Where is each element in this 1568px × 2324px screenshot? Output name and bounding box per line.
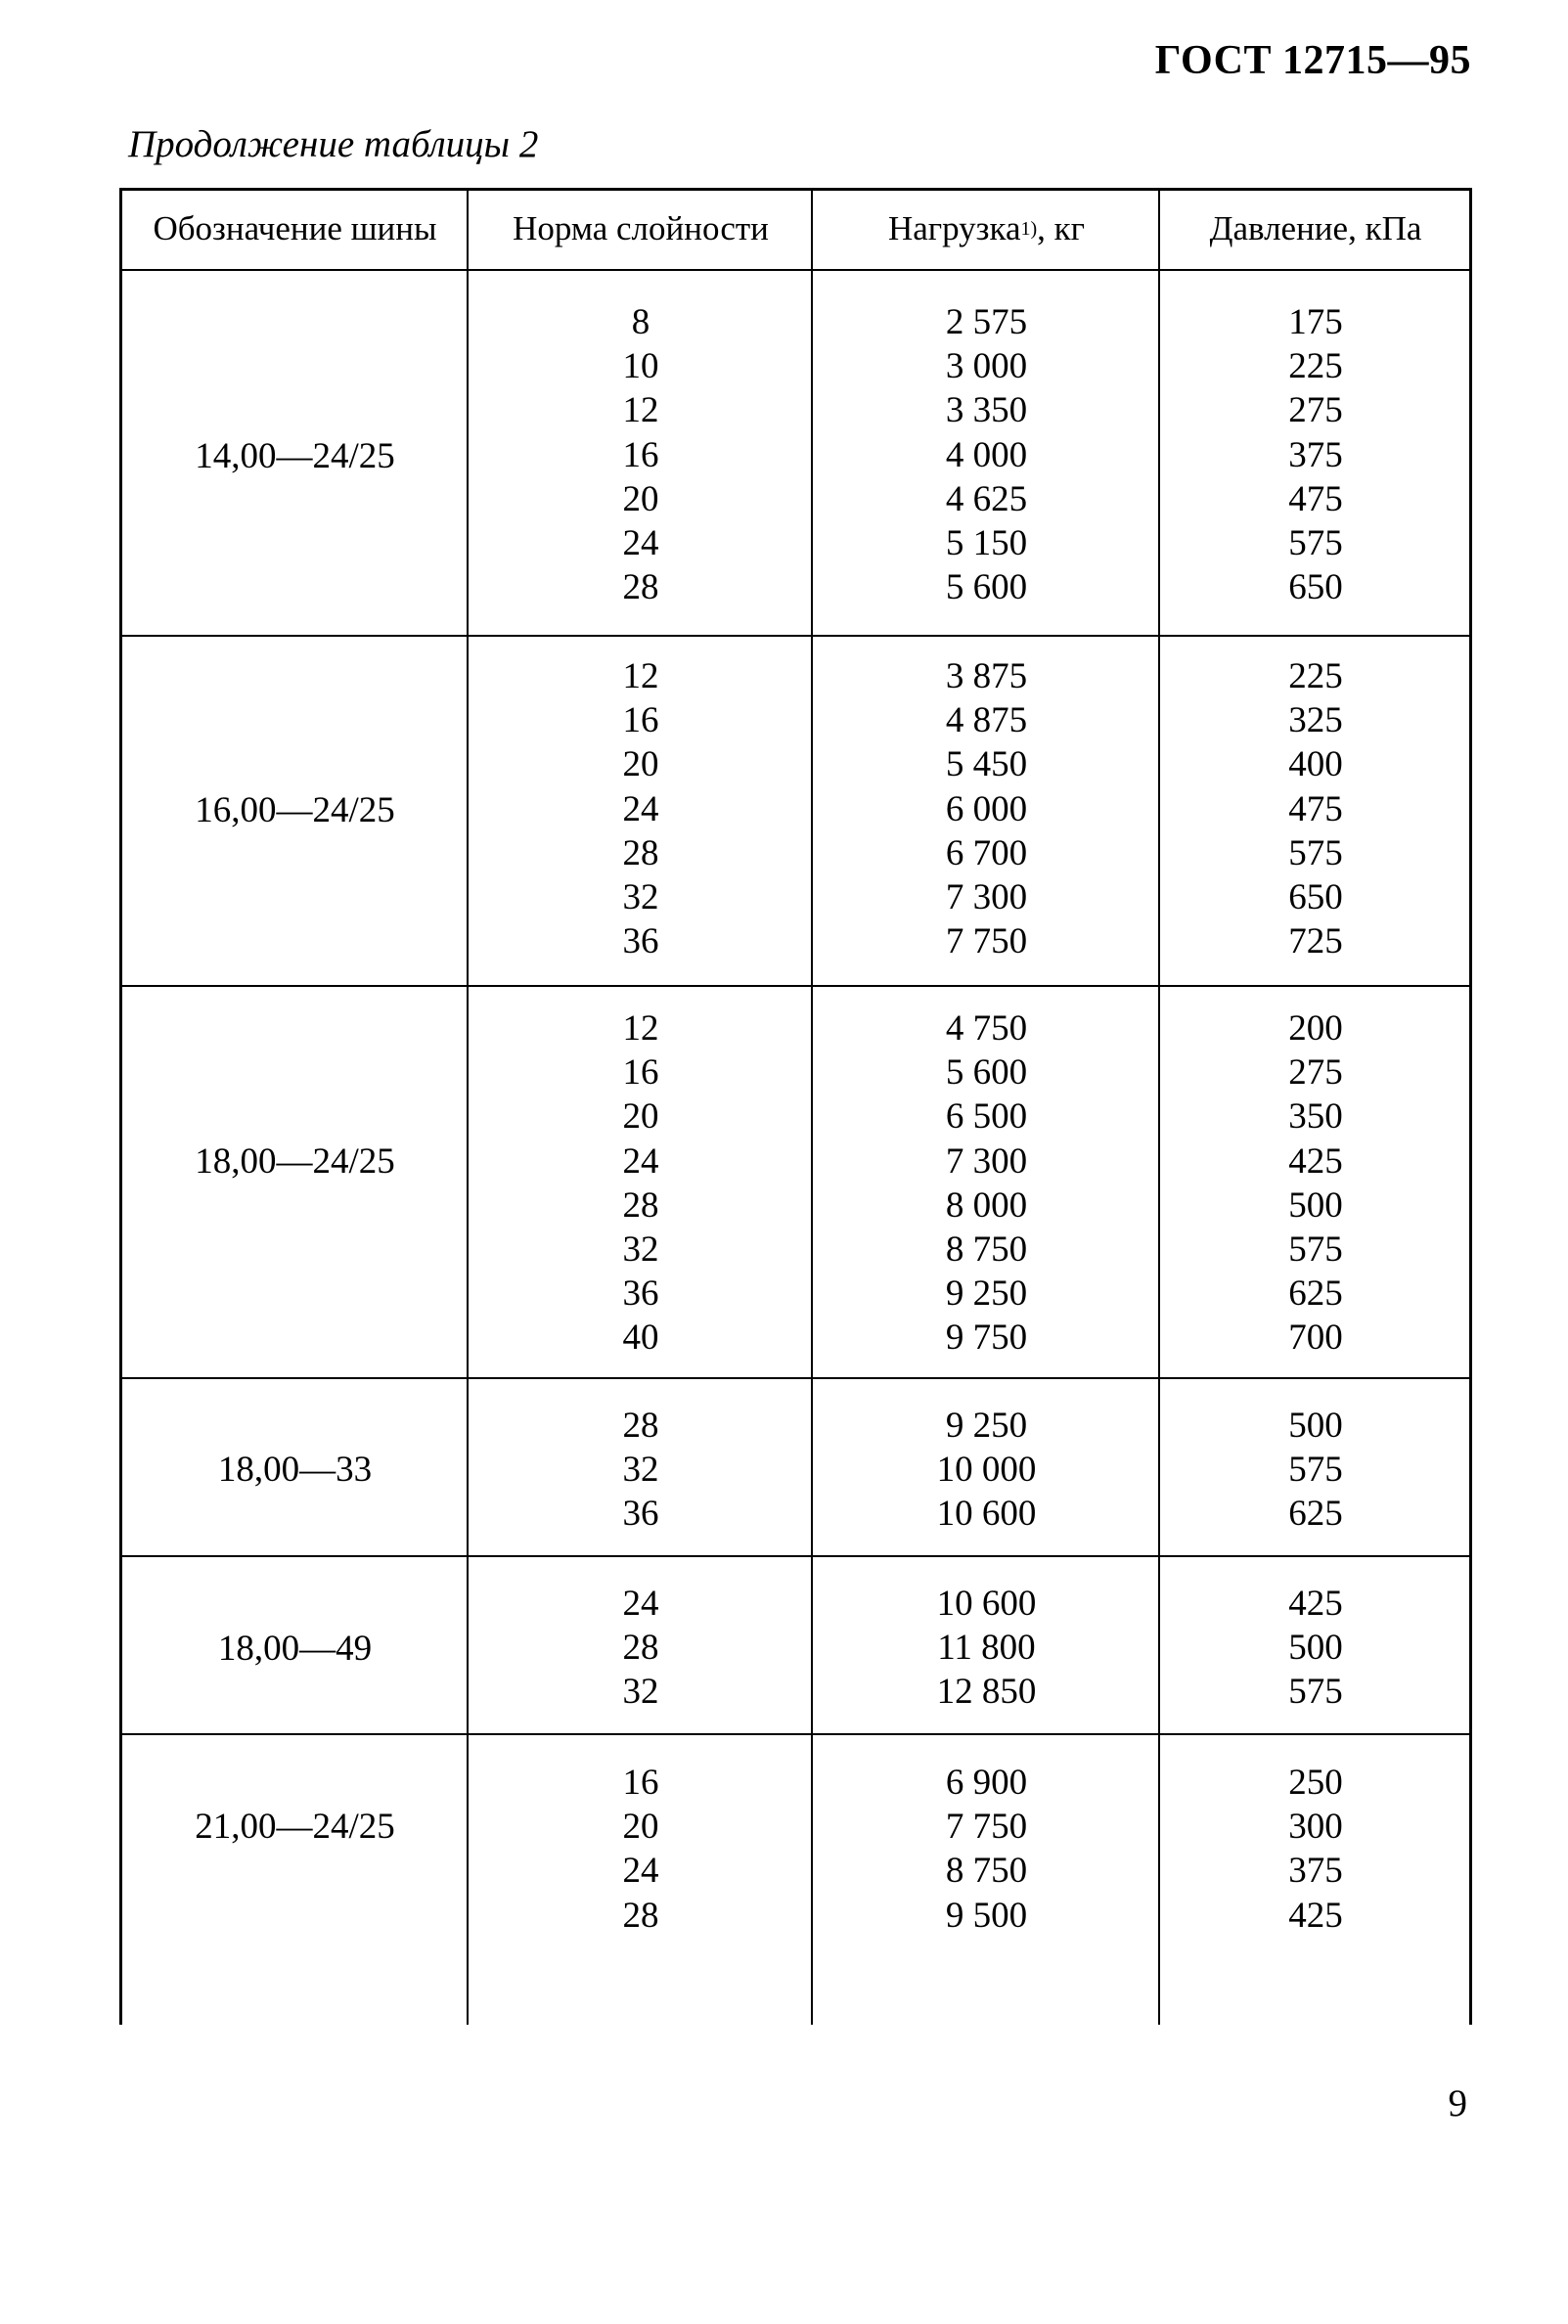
page-number: 9 bbox=[1448, 2082, 1467, 2124]
tire-designation: 18,00—24/25 bbox=[195, 1141, 395, 1182]
group-divider bbox=[119, 985, 1472, 987]
pressure-values: 175 225 275 375 475 575 650 bbox=[1288, 302, 1343, 608]
group-divider bbox=[119, 1555, 1472, 1557]
pressure-values: 500 575 625 bbox=[1288, 1406, 1343, 1535]
load-values: 3 875 4 875 5 450 6 000 6 700 7 300 7 750 bbox=[945, 656, 1028, 962]
group-divider bbox=[119, 635, 1472, 637]
document-code: ГОСТ 12715—95 bbox=[1154, 38, 1471, 83]
table-caption: Продолжение таблицы 2 bbox=[128, 123, 539, 165]
tire-designation: 18,00—49 bbox=[217, 1629, 373, 1669]
pressure-values: 200 275 350 425 500 575 625 700 bbox=[1288, 1008, 1343, 1359]
load-values: 9 250 10 000 10 600 bbox=[936, 1406, 1037, 1535]
ply-rating-values: 8 10 12 16 20 24 28 bbox=[622, 302, 659, 608]
group-divider bbox=[119, 1733, 1472, 1735]
ply-rating-values: 16 20 24 28 bbox=[622, 1763, 659, 1936]
tire-designation: 14,00—24/25 bbox=[195, 436, 395, 476]
column-header-label: Обозначение шины bbox=[153, 209, 437, 247]
ply-rating-values: 12 16 20 24 28 32 36 40 bbox=[622, 1008, 659, 1359]
load-values: 4 750 5 600 6 500 7 300 8 000 8 750 9 250 9 750 bbox=[945, 1008, 1028, 1359]
ply-rating-values: 12 16 20 24 28 32 36 bbox=[622, 656, 659, 962]
ply-rating-values: 24 28 32 bbox=[622, 1584, 659, 1713]
pressure-values: 425 500 575 bbox=[1288, 1584, 1343, 1713]
load-values: 10 600 11 800 12 850 bbox=[936, 1584, 1037, 1713]
column-header-load bbox=[813, 188, 1160, 270]
group-divider bbox=[119, 1377, 1472, 1379]
load-values: 6 900 7 750 8 750 9 500 bbox=[945, 1763, 1028, 1936]
pressure-values: 250 300 375 425 bbox=[1288, 1763, 1343, 1936]
column-header-label: Нагрузка bbox=[887, 209, 1021, 247]
ply-rating-values: 28 32 36 bbox=[622, 1406, 659, 1535]
tire-designation: 21,00—24/25 bbox=[195, 1807, 395, 1847]
pressure-values: 225 325 400 475 575 650 725 bbox=[1288, 656, 1343, 962]
column-header-tire bbox=[121, 188, 469, 270]
column-header-label: Давление, кПа bbox=[1209, 209, 1422, 247]
column-header-plies bbox=[469, 188, 813, 270]
footnote-marker: 1) bbox=[1020, 217, 1038, 240]
column-header-pressure bbox=[1160, 188, 1471, 270]
tire-designation: 18,00—33 bbox=[217, 1450, 373, 1490]
load-values: 2 575 3 000 3 350 4 000 4 625 5 150 5 600 bbox=[945, 302, 1028, 608]
column-header-unit: , кг bbox=[1037, 209, 1086, 247]
column-header-label: Норма слойности bbox=[513, 209, 769, 247]
tire-designation: 16,00—24/25 bbox=[195, 790, 395, 830]
